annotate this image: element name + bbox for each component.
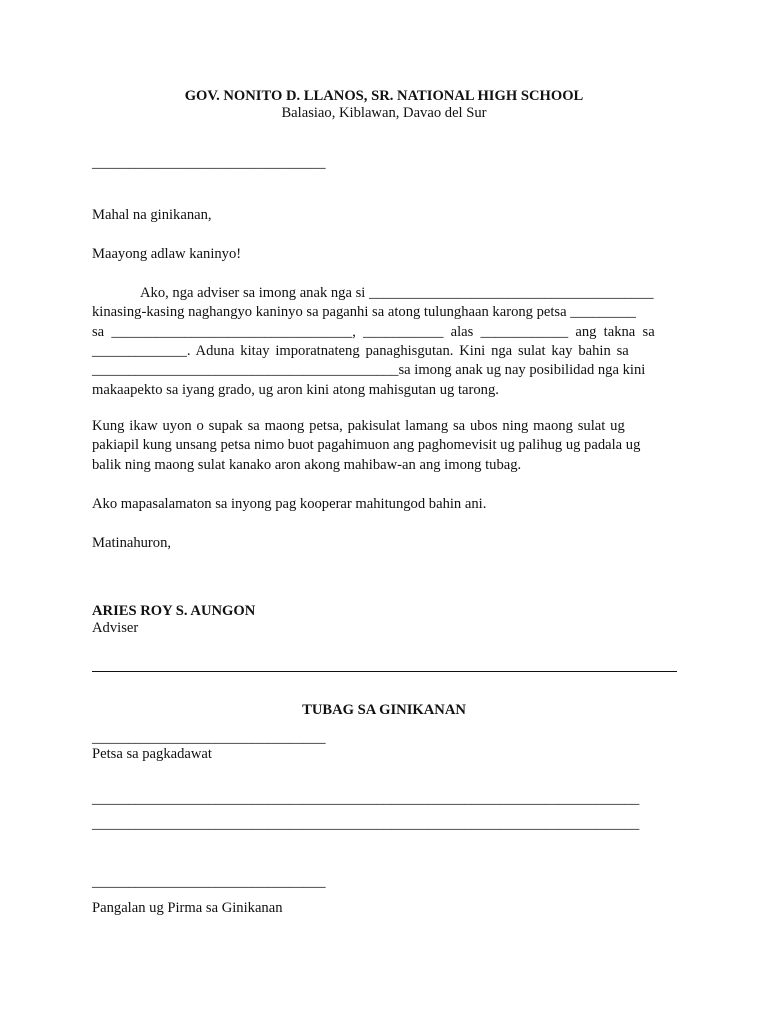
reply-title: TUBAG SA GINIKANAN [302, 702, 466, 718]
paragraph-1-line-6: makaapekto sa iyang grado, ug aron kini atong mahisgutan ug tarong. [92, 382, 499, 398]
closing: Matinahuron, [92, 535, 172, 551]
section-divider [92, 671, 677, 672]
answer-line-2: ___________________________________________________________________________ [92, 816, 640, 832]
date-received-blank: ________________________________ [92, 730, 326, 746]
school-name: GOV. NONITO D. LLANOS, SR. NATIONAL HIGH SCHOOL [184, 88, 584, 104]
signer-name: ARIES ROY S. AUNGON [92, 603, 256, 619]
paragraph-2-line-2: pakiapil kung unsang petsa nimo buot pagahimuon ang paghomevisit ug palihug ug padala ug [92, 437, 641, 453]
paragraph-1-line-3: sa _________________________________, ___________ alas ____________ ang takna sa [92, 324, 655, 340]
greeting: Maayong adlaw kaninyo! [92, 246, 242, 262]
paragraph-1-line-4: _____________. Aduna kitay imporatnateng panaghisgutan. Kini nga sulat kay bahin sa [92, 343, 629, 359]
parent-signature-label: Pangalan ug Pirma sa Ginikanan [92, 900, 283, 916]
salutation: Mahal na ginikanan, [92, 207, 212, 223]
thanks-line: Ako mapasalamaton sa inyong pag kooperar mahitungod bahin ani. [92, 496, 487, 512]
signer-role: Adviser [92, 620, 139, 636]
paragraph-1-line-1: Ako, nga adviser sa imong anak nga si _______________________________________ [140, 285, 654, 301]
paragraph-2-line-1: Kung ikaw uyon o supak sa maong petsa, pakisulat lamang sa ubos ning maong sulat ug [92, 418, 625, 434]
addressee-blank: ________________________________ [92, 155, 326, 171]
paragraph-2-line-3: balik ning maong sulat kanako aron akong mahibaw-an ang imong tubag. [92, 457, 522, 473]
school-address: Balasiao, Kiblawan, Davao del Sur [281, 105, 487, 121]
paragraph-1-line-2: kinasing-kasing naghangyo kaninyo sa paganhi sa atong tulunghaan karong petsa _________ [92, 304, 636, 320]
answer-line-1: ___________________________________________________________________________ [92, 791, 640, 807]
paragraph-1-line-5: __________________________________________sa imong anak ug nay posibilidad nga kini [92, 362, 646, 378]
parent-signature-blank: ________________________________ [92, 874, 326, 890]
date-received-label: Petsa sa pagkadawat [92, 746, 212, 762]
